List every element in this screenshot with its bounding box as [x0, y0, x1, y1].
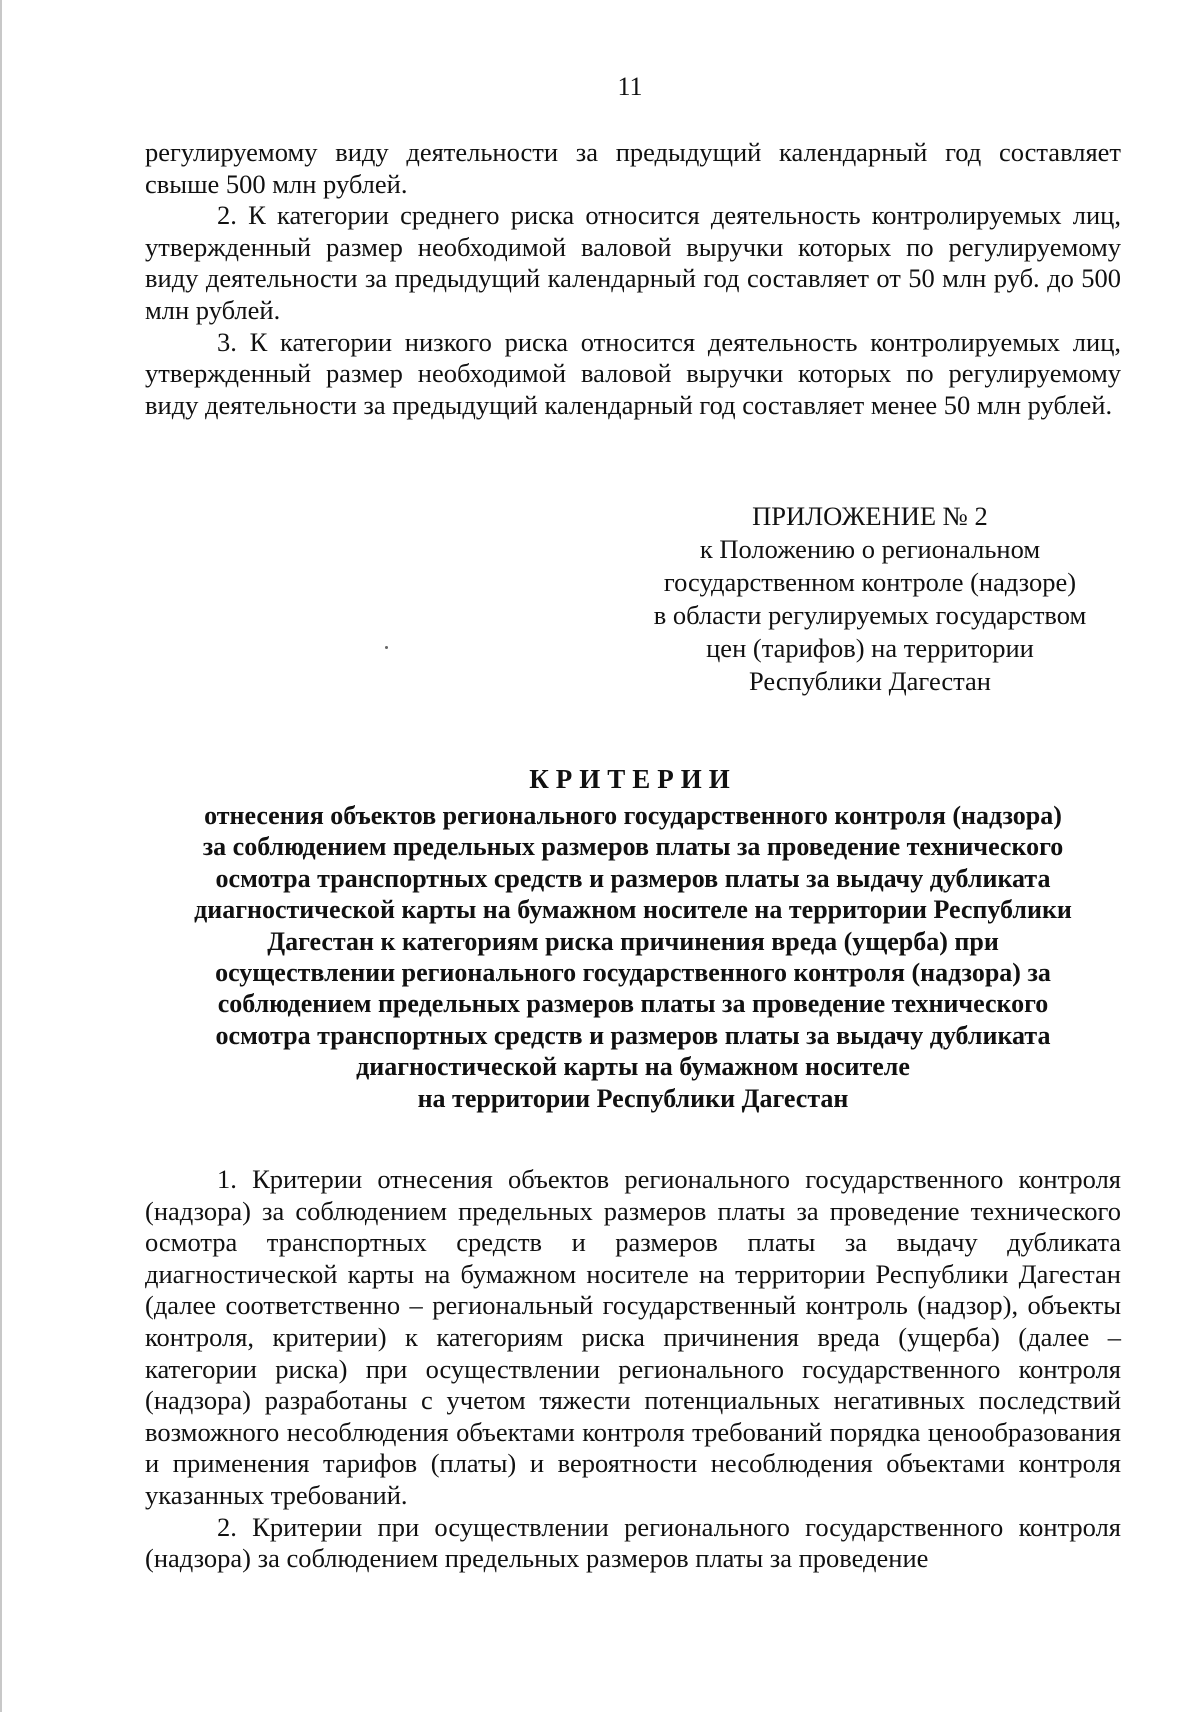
subtitle-line: осуществлении регионального государственного контроля (надзора) за [215, 958, 1051, 988]
annex-block [620, 500, 1120, 698]
annex-line: в области регулируемых государством [653, 600, 1087, 630]
criteria-paragraph-2: 2. Критерии при осуществлении регионального государственного контроля (надзора) за соблюдением предельных размеров платы за проведение [145, 1511, 1121, 1574]
subtitle-line: за соблюдением предельных размеров платы за проведение технического [202, 832, 1064, 862]
intro-paragraph-continuation: регулируемому виду деятельности за предыдущий календарный год составляет свыше 500 млн рублей. [145, 137, 1121, 199]
subtitle-line: Дагестан к категориям риска причинения вреда (ущерба) при [267, 926, 999, 956]
criteria-body [145, 1164, 1121, 1575]
subtitle-line: осмотра транспортных средств и размеров платы за выдачу дубликата [215, 1020, 1051, 1050]
scan-edge-line [0, 0, 2, 1712]
subtitle-line: на территории Республики Дагестан [417, 1083, 849, 1113]
subtitle-line: диагностической карты на бумажном носителе [356, 1052, 910, 1082]
criteria-subtitle [150, 800, 1116, 1114]
page-number: 11 [617, 72, 643, 101]
intro-paragraph-medium-risk: 2. К категории среднего риска относится деятельность контролируемых лиц, утвержденный размер необходимой валовой выручки которых по регулируемому виду деятельности за предыдущий календарный год составляет от 50 млн руб. до 500 млн рублей. [145, 200, 1121, 325]
annex-line: к Положению о региональном [699, 534, 1041, 564]
annex-line: цен (тарифов) на территории [706, 633, 1034, 663]
subtitle-line: диагностической карты на бумажном носителе на территории Республики [194, 895, 1072, 925]
scan-speck [385, 646, 388, 649]
annex-line: Республики Дагестан [749, 666, 991, 696]
subtitle-line: отнесения объектов регионального государственного контроля (надзора) [204, 801, 1062, 830]
annex-line: государственном контроле (надзоре) [663, 567, 1077, 597]
criteria-paragraph-1: 1. Критерии отнесения объектов регионального государственного контроля (надзора) за соблюдением предельных размеров платы за проведение технического осмотра транспортных средств и размеров платы за выдачу дубликата диагностической карты на бумажном носителе на территории Республики Дагестан (далее соответственно – региональный государственный контроль (надзор), объекты контроля, критерии) к категориям риска причинения вреда (ущерба) (далее – категории риска) при осуществлении регионального государственного контроля (надзора) разработаны с учетом тяжести потенциальных негативных последствий возможного несоблюдения объектами контроля требований порядка ценообразования и применения тарифов (платы) и вероятности несоблюдения объектами контроля указанных требований. [145, 1164, 1121, 1510]
intro-section [145, 137, 1121, 421]
intro-paragraph-low-risk: 3. К категории низкого риска относится деятельность контролируемых лиц, утвержденный размер необходимой валовой выручки которых по регулируемому виду деятельности за предыдущий календарный год составляет менее 50 млн рублей. [145, 326, 1121, 420]
subtitle-line: осмотра транспортных средств и размеров платы за выдачу дубликата [215, 863, 1051, 893]
criteria-heading: КРИТЕРИИ [529, 764, 737, 794]
subtitle-line: соблюдением предельных размеров платы за проведение технического [217, 989, 1049, 1019]
annex-title: ПРИЛОЖЕНИЕ № 2 [752, 501, 988, 531]
